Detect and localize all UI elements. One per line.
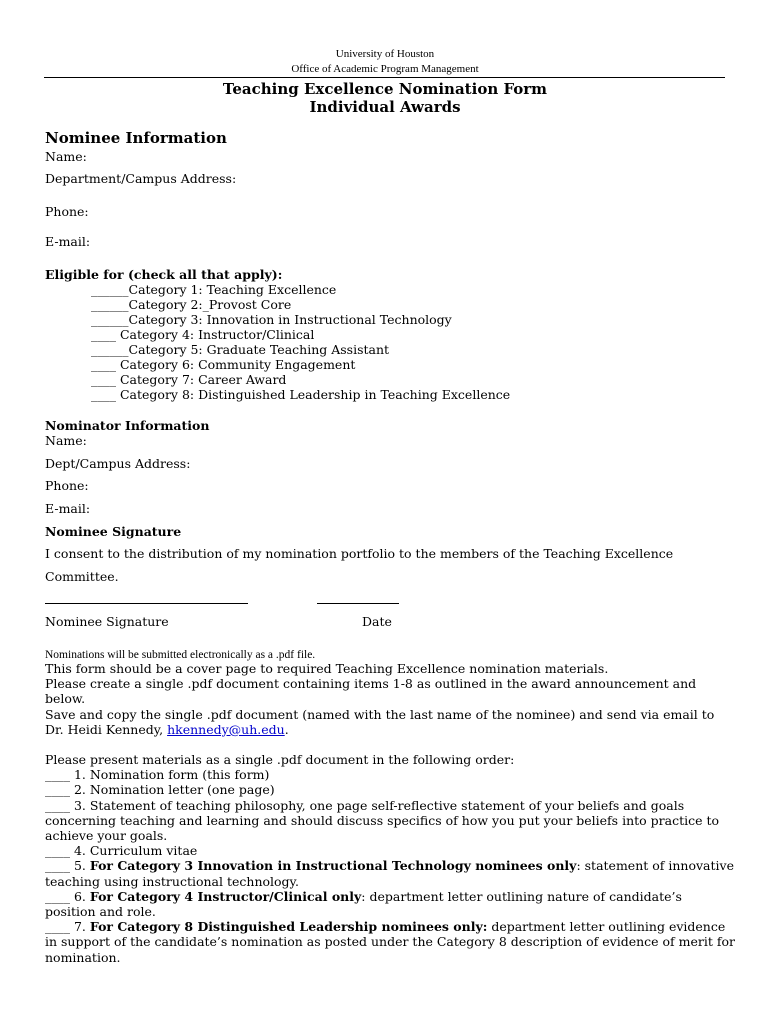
order-item-5-rest: : statement of innovative teaching using instructional technology. — [45, 858, 734, 889]
form-title: Teaching Excellence Nomination Form — [222, 80, 548, 98]
date-label: Date — [362, 614, 392, 629]
nominee-dept-label: Department/Campus Address: — [45, 171, 237, 186]
category-4-option[interactable]: ____ Category 4: Instructor/Clinical — [91, 327, 315, 342]
signature-label: Nominee Signature — [45, 614, 169, 629]
order-item-7 — [45, 919, 735, 965]
order-item-6 — [45, 889, 735, 919]
order-item-5 — [45, 858, 735, 888]
consent-line-2: Committee. — [45, 569, 119, 584]
order-item-6-bold: For Category 4 Instructor/Clinical only — [89, 888, 362, 904]
nominator-name-label: Name: — [45, 433, 87, 448]
consent-line-1: I consent to the distribution of my nomination portfolio to the members of the Teaching Excellence — [45, 546, 674, 561]
order-item-1-text: ____ 1. Nomination form (this form) — [45, 767, 270, 783]
signature-line[interactable] — [45, 603, 248, 604]
nominee-email-label: E-mail: — [45, 234, 91, 249]
order-item-4-text: ____ 4. Curriculum vitae — [45, 843, 198, 859]
order-item-4 — [45, 843, 735, 858]
order-item-7-text: ____ 7. — [45, 919, 90, 935]
nominator-email-label: E-mail: — [45, 501, 91, 516]
email-link[interactable]: hkennedy@uh.edu — [167, 721, 285, 737]
order-item-6-text: ____ 6. — [45, 888, 90, 904]
instruction-line-2: Please create a single .pdf document containing items 1-8 as outlined in the award announcement and below. — [45, 676, 697, 707]
instruction-line-3-end: . — [284, 721, 289, 737]
order-item-1 — [45, 767, 735, 782]
instruction-line-3-text: Save and copy the single .pdf document (named with the last name of the nominee) and send via email to Dr. Heidi Kennedy, — [45, 706, 715, 737]
office-name: Office of Academic Program Management — [291, 63, 479, 75]
order-item-3 — [45, 798, 735, 844]
order-item-7-rest: department letter outlining evidence in support of the candidate’s nomination as posted under the Category 8 description of evidence of merit for nomination. — [45, 919, 736, 965]
nominator-heading: Nominator Information — [45, 418, 210, 433]
signature-heading: Nominee Signature — [45, 524, 182, 539]
category-8-option[interactable]: ____ Category 8: Distinguished Leadership in Teaching Excellence — [91, 387, 511, 402]
submission-note: Nominations will be submitted electronically as a .pdf file. — [45, 649, 316, 661]
order-item-6-rest: : department letter outlining nature of candidate’s position and role. — [45, 888, 682, 920]
order-item-3-text: ____ 3. Statement of teaching philosophy, one page self-reflective statement of your beliefs and goals concerning teaching and learning and should discuss specifics of how you put your beliefs into practice to achieve your goals. — [45, 797, 720, 844]
category-5-option[interactable]: ______Category 5: Graduate Teaching Assistant — [91, 342, 390, 357]
institution-name: University of Houston — [335, 48, 435, 60]
order-intro: Please present materials as a single .pdf document in the following order: — [45, 752, 515, 767]
instruction-line-1: This form should be a cover page to required Teaching Excellence nomination materials. — [45, 661, 609, 676]
nominee-name-label: Name: — [45, 149, 87, 164]
category-3-option[interactable]: ______Category 3: Innovation in Instructional Technology — [91, 312, 452, 327]
order-item-2-text: ____ 2. Nomination letter (one page) — [45, 782, 275, 798]
category-7-option[interactable]: ____ Category 7: Career Award — [91, 372, 287, 387]
category-2-option[interactable]: ______Category 2:_Provost Core — [91, 297, 292, 312]
nominee-phone-label: Phone: — [45, 204, 89, 219]
nominator-phone-label: Phone: — [45, 478, 89, 493]
order-block — [45, 752, 735, 965]
order-item-5-bold: For Category 3 Innovation in Instructional Technology nominees only — [89, 858, 577, 874]
category-1-option[interactable]: ______Category 1: Teaching Excellence — [91, 282, 337, 297]
eligibility-heading: Eligible for (check all that apply): — [45, 267, 283, 282]
form-subtitle: Individual Awards — [309, 98, 461, 116]
header-rule — [44, 77, 725, 78]
order-item-5-text: ____ 5. — [45, 858, 90, 874]
nominee-heading: Nominee Information — [45, 129, 227, 147]
category-6-option[interactable]: ____ Category 6: Community Engagement — [91, 357, 356, 372]
order-item-2 — [45, 782, 735, 797]
order-item-7-bold: For Category 8 Distinguished Leadership nominees only: — [89, 919, 488, 935]
nominator-dept-label: Dept/Campus Address: — [45, 456, 191, 471]
instructions-block — [45, 661, 735, 737]
date-line[interactable] — [317, 603, 399, 604]
instruction-line-3 — [45, 707, 735, 737]
